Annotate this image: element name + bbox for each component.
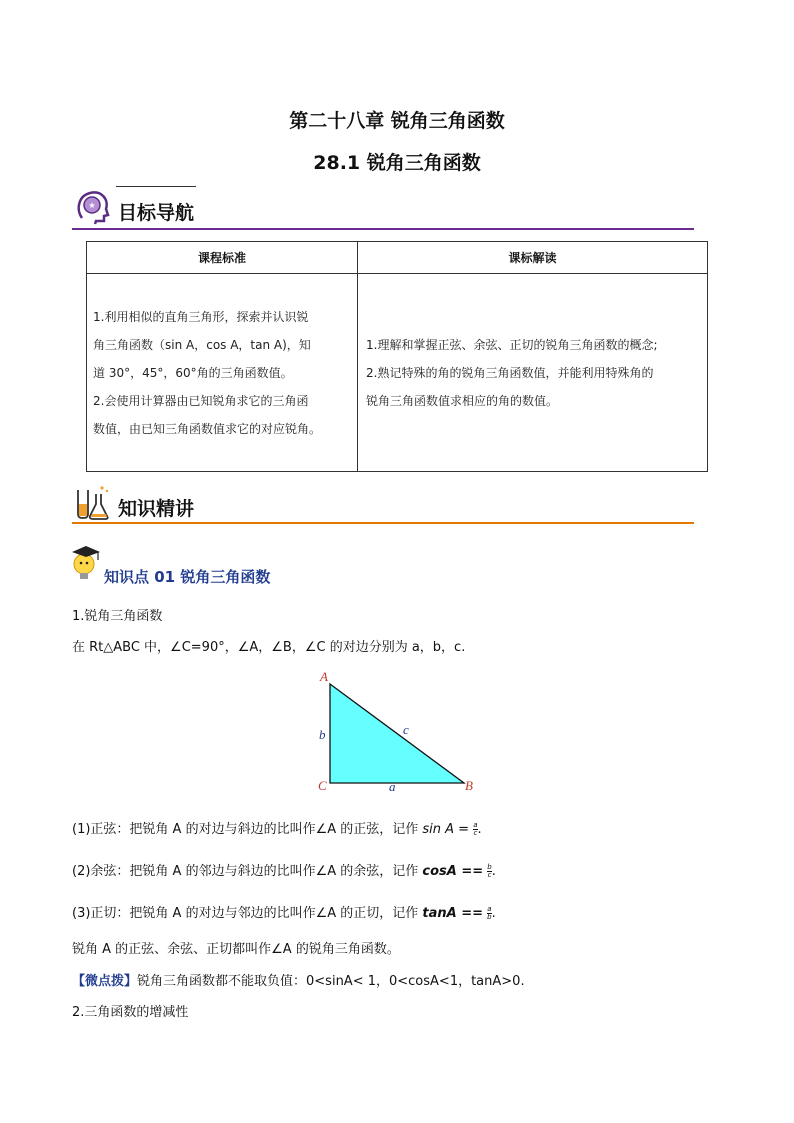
paragraph-heading-1: 1.锐角三角函数 bbox=[72, 609, 163, 624]
tangent-expression: tanA == bbox=[422, 906, 484, 921]
table-cell-standard bbox=[87, 274, 358, 472]
goal-section-header bbox=[72, 186, 694, 230]
interpretation-line: 2.熟记特殊的角的锐角三角函数值，并能利用特殊角的 bbox=[366, 365, 654, 380]
summary-text: 锐角 A 的正弦、余弦、正切都叫作∠A 的锐角三角函数。 bbox=[72, 942, 400, 957]
sine-fraction: $\frac{a}{c}$ bbox=[473, 821, 478, 837]
standard-line: 道 30°，45°，60°角的三角函数值。 bbox=[93, 365, 293, 380]
definition-sine: (1)正弦：把锐角 A 的对边与斜边的比叫作∠A 的正弦，记作 sin A = $\frac{a}{c}$ . bbox=[72, 821, 482, 837]
definition-cosine: (2)余弦：把锐角 A 的邻边与斜边的比叫作∠A 的余弦，记作 cosA == $\frac{b}{c}$ . bbox=[72, 863, 496, 879]
standard-line: 2.会使用计算器由已知锐角求它的三角函 bbox=[93, 393, 309, 408]
svg-text:★: ★ bbox=[88, 201, 96, 210]
table-cell-interpretation bbox=[358, 274, 708, 472]
knowledge-section-divider bbox=[72, 522, 694, 524]
lab-flask-icon bbox=[72, 484, 110, 522]
knowledge-point-title: 知识点 01 锐角三角函数 bbox=[104, 568, 271, 586]
side-b-label: b bbox=[319, 727, 326, 742]
paragraph-heading-2: 2.三角函数的增减性 bbox=[72, 1005, 189, 1020]
knowledge-section-header bbox=[72, 480, 694, 524]
triangle-shape bbox=[330, 684, 464, 783]
interpretation-line: 锐角三角函数值求相应的角的数值。 bbox=[366, 393, 559, 408]
cosine-fraction: $\frac{b}{c}$ bbox=[487, 863, 492, 879]
table-header-interpretation: 课标解读 bbox=[358, 242, 708, 274]
vertex-a-label: A bbox=[320, 669, 328, 684]
standard-line: 1.利用相似的直角三角形，探索并认识锐 bbox=[93, 309, 309, 324]
tip-text: 锐角三角函数都不能取负值：0<sinA< 1，0<cosA<1，tanA>0. bbox=[137, 974, 525, 989]
goal-section-divider bbox=[72, 228, 694, 230]
sine-expression: sin A = bbox=[422, 822, 470, 837]
table-header-standard: 课程标准 bbox=[87, 242, 358, 274]
tangent-fraction: $\frac{a}{b}$ bbox=[487, 905, 492, 921]
cosine-expression: cosA == bbox=[422, 864, 484, 879]
interpretation-line: 1.理解和掌握正弦、余弦、正切的锐角三角函数的概念; bbox=[366, 337, 658, 352]
goal-section-label: 目标导航 bbox=[118, 202, 195, 224]
graduate-lightbulb-icon bbox=[70, 542, 104, 582]
standard-line: 数值，由已知三角函数值求它的对应锐角。 bbox=[93, 421, 322, 436]
knowledge-section-label: 知识精讲 bbox=[118, 498, 195, 520]
right-triangle-figure bbox=[312, 668, 482, 798]
side-c-label: c bbox=[403, 722, 409, 737]
tip-paragraph bbox=[72, 970, 525, 989]
chapter-title: 第二十八章 锐角三角函数 bbox=[289, 110, 505, 132]
curriculum-standards-table bbox=[86, 241, 708, 472]
vertex-c-label: C bbox=[318, 778, 327, 793]
section-title: 28.1 锐角三角函数 bbox=[313, 152, 481, 174]
definition-tangent: (3)正切：把锐角 A 的对边与邻边的比叫作∠A 的正切，记作 tanA == $\frac{a}{b}$ . bbox=[72, 905, 496, 921]
brain-head-icon bbox=[74, 188, 112, 226]
vertex-b-label: B bbox=[465, 778, 473, 793]
triangle-intro: 在 Rt△ABC 中，∠C=90°，∠A，∠B，∠C 的对边分别为 a，b，c. bbox=[72, 640, 466, 655]
tip-label: 【微点拨】 bbox=[72, 974, 138, 989]
standard-line: 角三角函数（sin A，cos A，tan A)，知 bbox=[93, 337, 311, 352]
side-a-label: a bbox=[389, 779, 396, 794]
